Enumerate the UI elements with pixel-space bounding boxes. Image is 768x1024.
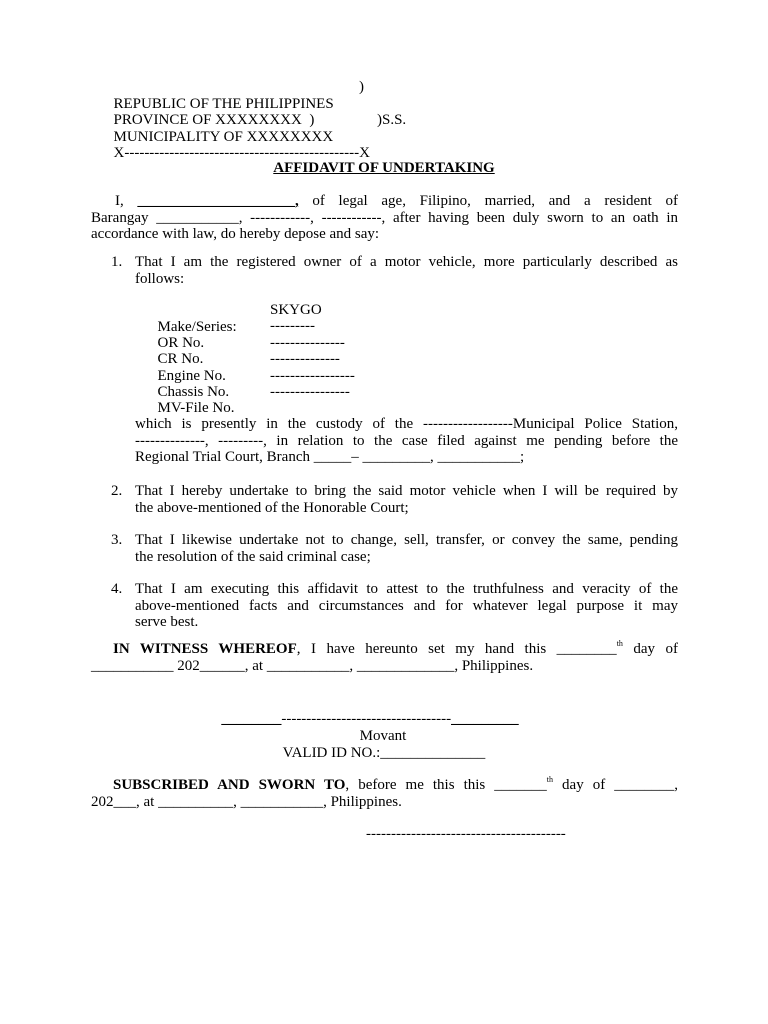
spec-value: SKYGO — [270, 302, 322, 318]
witness-text-end: day of — [622, 641, 679, 657]
subscribed-text: , before me this this _______ — [345, 777, 547, 793]
intro-line1-rest: of legal age, Filipino, married, and a resident of — [298, 193, 678, 209]
witness-paragraph — [91, 641, 678, 674]
header-line-municipality — [91, 112, 491, 145]
movant-label: Movant — [359, 728, 407, 744]
list-item-text — [135, 532, 678, 565]
notary-signature-line: ---------------------------------------- — [366, 826, 566, 842]
list-item-number: 3. — [111, 532, 123, 548]
signature-line-mid: ---------------------------------- — [281, 711, 452, 727]
subscribed-heading: SUBSCRIBED AND SWORN TO — [113, 777, 346, 793]
witness-line-1 — [91, 641, 678, 658]
signature-line-left: ________ — [221, 711, 282, 727]
subscribed-paragraph — [91, 777, 678, 810]
custody-line-2: --------------, ---------, in relation to the case filed against me pending before the — [135, 432, 678, 449]
spec-row-make — [135, 302, 435, 335]
spec-value: ----------------- — [270, 367, 355, 384]
list-item-number: 2. — [111, 483, 123, 499]
intro-line-3: accordance with law, do hereby depose and say: — [91, 226, 380, 242]
spec-label: Make/Series: — [157, 318, 237, 335]
valid-id-field: VALID ID NO.:______________ — [282, 745, 486, 761]
spec-label: Engine No. — [157, 367, 226, 384]
custody-paragraph — [135, 416, 678, 466]
list-item-line: serve best. — [135, 614, 199, 630]
witness-line-2: ___________ 202______, at ___________, _____________, Philippines. — [91, 657, 534, 674]
spec-row-cr — [135, 334, 435, 368]
custody-line-3: Regional Trial Court, Branch _____– _________, ___________; — [135, 449, 525, 465]
list-item-text — [135, 254, 678, 287]
vehicle-spec-table — [135, 302, 435, 417]
header-municipality-text: MUNICIPALITY OF XXXXXXXX — [113, 128, 334, 145]
list-item-line: follows: — [135, 270, 185, 287]
spec-value: ---------------- — [270, 383, 350, 400]
header-province-text: PROVINCE OF XXXXXXXX ) — [113, 112, 315, 128]
spec-row-or — [135, 318, 435, 351]
list-item-line: That I am the registered owner of a motor vehicle, more particularly described as — [135, 254, 678, 270]
venue-header — [91, 79, 491, 161]
header-line-republic — [91, 79, 491, 112]
witness-text: , I have hereunto set my hand this ________ — [296, 641, 617, 657]
movant-signature-line — [0, 711, 754, 728]
subscribed-text-end: day of ________, — [553, 777, 678, 793]
header-divider-text: X-----------------------------------------------X — [113, 145, 370, 161]
custody-line-1: which is presently in the custody of the ------------------Municipal Police Station, — [135, 416, 678, 432]
spec-value: --------------- — [270, 334, 345, 351]
spec-label: OR No. — [157, 334, 205, 351]
spec-label: Chassis No. — [157, 384, 230, 401]
header-ss-label: )S.S. — [377, 112, 407, 128]
signature-line-right: _________ — [451, 711, 519, 727]
spec-row-engine — [135, 351, 435, 384]
header-republic-text: REPUBLIC OF THE PHILIPPINES — [113, 95, 334, 112]
subscribed-line-2: 202___, at __________, ___________, Philippines. — [91, 793, 402, 810]
intro-prefix: I, — [115, 193, 138, 209]
spec-label: MV-File No. — [157, 400, 235, 417]
intro-line-2: Barangay ___________, ------------, ------------, after having been duly sworn to an oath in — [91, 209, 678, 226]
list-item-number: 4. — [111, 581, 123, 597]
list-item-number: 1. — [111, 254, 123, 270]
document-title: AFFIDAVIT OF UNDERTAKING — [273, 160, 495, 176]
subscribed-line-1 — [91, 777, 678, 794]
list-item-line: above-mentioned facts and circumstances and for whatever legal purpose it may — [135, 597, 678, 614]
list-item-line: That I am executing this affidavit to attest to the truthfulness and veracity of the — [135, 581, 678, 597]
affiant-name-blank[interactable]: _____________________, — [137, 193, 299, 209]
list-item-text — [135, 483, 678, 516]
list-item-line: That I likewise undertake not to change, sell, transfer, or convey the same, pending — [135, 532, 678, 548]
header-divider-line — [91, 129, 491, 161]
witness-heading: IN WITNESS WHEREOF — [113, 641, 297, 657]
spec-row-mvfile — [135, 383, 435, 417]
header-republic-paren: ) — [359, 79, 364, 95]
witness-day-suffix: th — [616, 639, 623, 648]
list-item-line: the above-mentioned of the Honorable Court; — [135, 499, 409, 516]
list-item-line: the resolution of the said criminal case; — [135, 548, 371, 565]
list-item-line: That I hereby undertake to bring the said motor vehicle when I will be required by — [135, 483, 678, 499]
intro-paragraph — [91, 193, 678, 243]
spec-value: --------- — [270, 318, 315, 335]
spec-row-chassis — [135, 367, 435, 401]
spec-label: CR No. — [157, 351, 204, 368]
list-item-text — [135, 581, 678, 631]
intro-line-1 — [91, 193, 678, 210]
subscribed-day-suffix: th — [546, 775, 554, 784]
spec-value: -------------- — [270, 351, 340, 368]
